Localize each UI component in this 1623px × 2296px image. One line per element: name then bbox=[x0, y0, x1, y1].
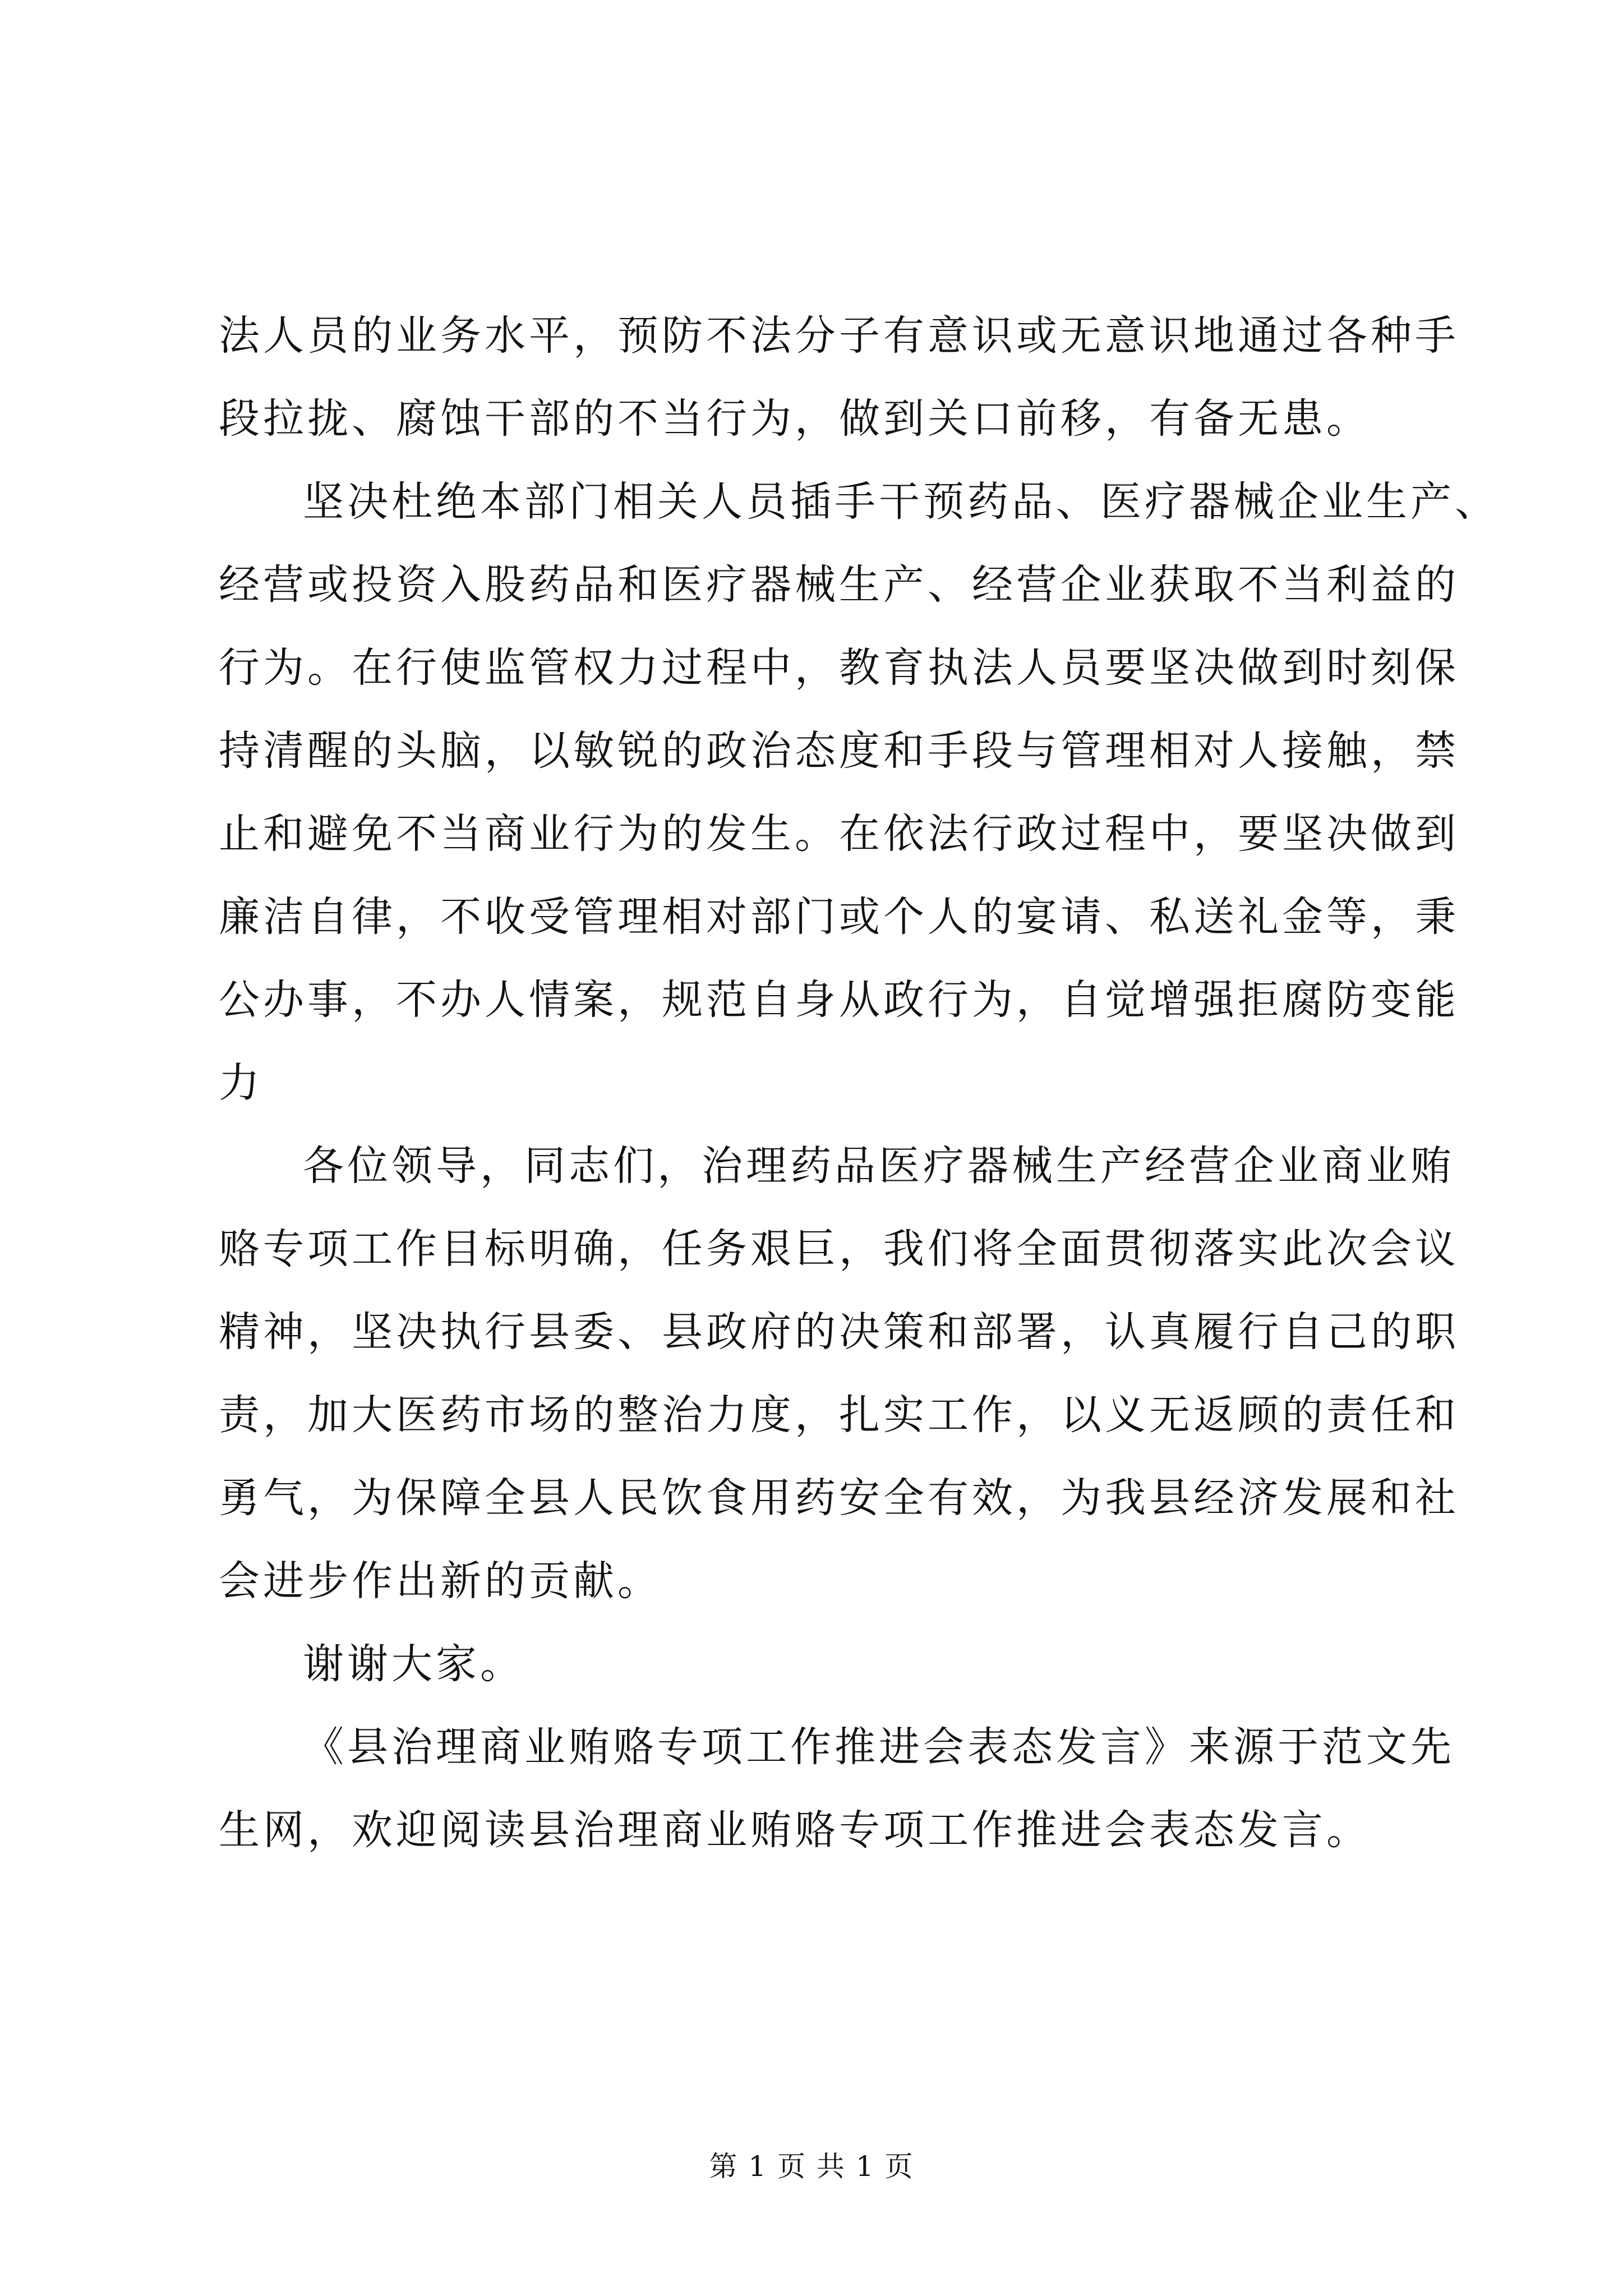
text-line: 生网，欢迎阅读县治理商业贿赂专项工作推进会表态发言。 bbox=[219, 1806, 1371, 1854]
text-line: 行为。在行使监管权力过程中，教育执法人员要坚决做到时刻保 bbox=[219, 644, 1459, 692]
text-line: 公办事，不办人情案，规范自身从政行为，自觉增强拒腐防变能 bbox=[219, 976, 1459, 1024]
paragraph-start-line: 《县治理商业贿赂专项工作推进会表态发言》来源于范文先 bbox=[303, 1723, 1455, 1771]
text-line: 勇气，为保障全县人民饮食用药安全有效，为我县经济发展和社 bbox=[219, 1474, 1459, 1522]
text-line: 经营或投资入股药品和医疗器械生产、经营企业获取不当利益的 bbox=[219, 561, 1459, 609]
paragraph-start-line: 坚决杜绝本部门相关人员插手干预药品、医疗器械企业生产、 bbox=[303, 478, 1499, 526]
text-line: 廉洁自律，不收受管理相对部门或个人的宴请、私送礼金等，秉 bbox=[219, 893, 1459, 941]
text-line: 精神，坚决执行县委、县政府的决策和部署，认真履行自己的职 bbox=[219, 1308, 1459, 1356]
text-line: 赂专项工作目标明确，任务艰巨，我们将全面贯彻落实此次会议 bbox=[219, 1225, 1459, 1273]
paragraph-start-line: 各位领导，同志们，治理药品医疗器械生产经营企业商业贿 bbox=[303, 1142, 1455, 1190]
text-line: 力 bbox=[219, 1059, 263, 1107]
page-number-footer: 第 1 页 共 1 页 bbox=[709, 2150, 914, 2183]
text-line: 责，加大医药市场的整治力度，扎实工作，以义无返顾的责任和 bbox=[219, 1391, 1459, 1439]
text-line: 持清醒的头脑，以敏锐的政治态度和手段与管理相对人接触，禁 bbox=[219, 727, 1459, 775]
text-line: 段拉拢、腐蚀干部的不当行为，做到关口前移，有备无患。 bbox=[219, 395, 1371, 443]
text-line: 止和避免不当商业行为的发生。在依法行政过程中，要坚决做到 bbox=[219, 810, 1459, 858]
body-text bbox=[219, 295, 1499, 1872]
text-line: 法人员的业务水平，预防不法分子有意识或无意识地通过各种手 bbox=[219, 312, 1459, 360]
text-line: 会进步作出新的贡献。 bbox=[219, 1557, 662, 1605]
paragraph-start-line: 谢谢大家。 bbox=[303, 1640, 524, 1688]
